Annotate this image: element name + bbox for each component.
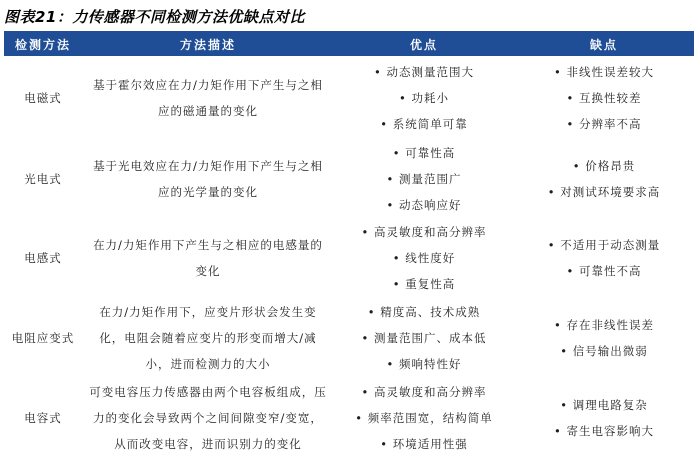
pros-item: • 可靠性高 xyxy=(392,146,456,160)
cons-item: • 可靠性不高 xyxy=(566,264,642,278)
pros-item: • 环境适用性强 xyxy=(380,437,468,451)
pros-item: • 频响特性好 xyxy=(386,357,462,371)
table-row xyxy=(4,140,694,218)
pros-item: • 频率范围宽，结构简单 xyxy=(355,411,493,425)
figure-title-container xyxy=(4,4,694,30)
header-method: 检测方法 xyxy=(4,33,82,56)
pros-item: • 精度高、技术成熟 xyxy=(367,305,481,319)
method-cell: 电磁式 xyxy=(24,91,62,105)
method-cell: 光电式 xyxy=(24,172,62,186)
cons-cell xyxy=(514,218,694,298)
pros-item: • 重复性高 xyxy=(392,277,456,291)
table-row xyxy=(4,56,694,140)
pros-cell xyxy=(334,140,514,218)
table-row xyxy=(4,378,694,458)
pros-cell xyxy=(334,56,514,140)
table-row xyxy=(4,298,694,378)
pros-item: • 测量范围广、成本低 xyxy=(361,331,487,345)
method-cell: 电阻应变式 xyxy=(11,331,75,345)
cons-cell xyxy=(514,298,694,378)
table-row xyxy=(4,218,694,298)
method-cell: 电感式 xyxy=(24,251,62,265)
cons-item: • 分辨率不高 xyxy=(566,117,642,131)
cons-item: • 非线性误差较大 xyxy=(554,65,654,79)
cons-item: • 调理电路复杂 xyxy=(560,398,648,412)
cons-item: • 存在非线性误差 xyxy=(554,318,654,332)
pros-cell xyxy=(334,298,514,378)
figure-title: 图表21：力传感器不同检测方法优缺点对比 xyxy=(4,8,305,26)
header-cons: 缺点 xyxy=(514,33,694,56)
cons-item: • 价格昂贵 xyxy=(572,159,636,173)
pros-item: • 功耗小 xyxy=(399,91,449,105)
cons-cell xyxy=(514,378,694,458)
pros-item: • 测量范围广 xyxy=(386,172,462,186)
cons-item: • 不适用于动态测量 xyxy=(547,238,661,252)
cons-item: • 信号输出微弱 xyxy=(560,344,648,358)
pros-cell xyxy=(334,378,514,458)
cons-cell xyxy=(514,56,694,140)
pros-item: • 系统简单可靠 xyxy=(380,117,468,131)
cons-cell xyxy=(514,140,694,218)
pros-item: • 高灵敏度和高分辨率 xyxy=(361,385,487,399)
header-pros: 优点 xyxy=(334,33,514,56)
pros-item: • 动态响应好 xyxy=(386,198,462,212)
cons-item: • 互换性较差 xyxy=(566,91,642,105)
table-header-row xyxy=(4,33,694,56)
description-cell: 可变电容压力传感器由两个电容板组成，压力的变化会导致两个之间间隙变窄/变宽，从而改变电容，进而识别力的变化 xyxy=(89,385,327,451)
comparison-table xyxy=(4,33,694,458)
cons-item: • 寄生电容影响大 xyxy=(554,424,654,438)
description-cell: 在力/力矩作用下，应变片形状会发生变化，电阻会随着应变片的形变而增大/减小，进而检测力的大小 xyxy=(99,305,317,371)
pros-item: • 高灵敏度和高分辨率 xyxy=(361,225,487,239)
method-cell: 电容式 xyxy=(24,411,62,425)
description-cell: 基于光电效应在力/力矩作用下产生与之相应的光学量的变化 xyxy=(93,159,323,199)
header-description: 方法描述 xyxy=(82,33,334,56)
pros-cell xyxy=(334,218,514,298)
pros-item: • 动态测量范围大 xyxy=(374,65,474,79)
cons-item: • 对测试环境要求高 xyxy=(547,185,661,199)
description-cell: 在力/力矩作用下产生与之相应的电感量的变化 xyxy=(93,238,323,278)
pros-item: • 线性度好 xyxy=(392,251,456,265)
description-cell: 基于霍尔效应在力/力矩作用下产生与之相应的磁通量的变化 xyxy=(93,78,323,118)
